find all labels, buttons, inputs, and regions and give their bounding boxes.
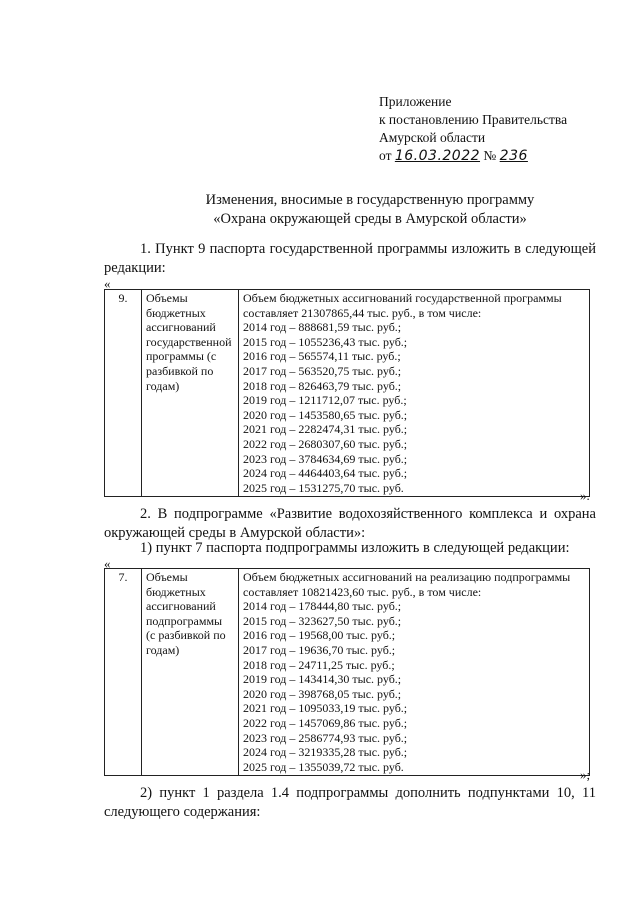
- title-line-2: «Охрана окружающей среды в Амурской области»: [213, 211, 527, 227]
- appendix-date-line: [379, 147, 567, 165]
- close-quote-2: »;: [580, 767, 591, 782]
- value-line: 2019 год – 1211712,07 тыс. руб.;: [243, 393, 407, 408]
- document-title: [120, 191, 620, 229]
- value-line: 2020 год – 1453580,65 тыс. руб.;: [243, 407, 408, 422]
- paragraph-4: [104, 784, 596, 822]
- value-line: 2015 год – 323627,50 тыс. руб.;: [243, 613, 402, 628]
- row-number: 9.: [105, 290, 142, 497]
- row-label: Объемы бюджетных ассигнований государственной программы (с разбивкой по годам): [142, 290, 239, 497]
- value-line: 2018 год – 826463,79 тыс. руб.;: [243, 378, 402, 393]
- handwritten-date: 16.03.2022: [394, 148, 481, 164]
- value-line: 2017 год – 563520,75 тыс. руб.;: [243, 363, 402, 378]
- value-line: 2016 год – 19568,00 тыс. руб.;: [243, 628, 396, 643]
- value-line: 2023 год – 2586774,93 тыс. руб.;: [243, 730, 408, 745]
- value-line: 2022 год – 2680307,60 тыс. руб.;: [243, 436, 408, 451]
- value-line: составляет 10821423,60 тыс. руб., в том числе:: [243, 584, 482, 599]
- value-line: 2014 год – 888681,59 тыс. руб.;: [243, 320, 402, 335]
- value-line: 2021 год – 1095033,19 тыс. руб.;: [243, 701, 408, 716]
- paragraph-2: [104, 505, 596, 543]
- value-line: 2020 год – 398768,05 тыс. руб.;: [243, 686, 402, 701]
- row-label: Объемы бюджетных ассигнований подпрограммы (с разбивкой по годам): [142, 569, 239, 776]
- value-line: 2024 год – 4464403,64 тыс. руб.;: [243, 466, 408, 481]
- value-line: 2023 год – 3784634,69 тыс. руб.;: [243, 451, 408, 466]
- table-row: [105, 569, 590, 776]
- table-row: [105, 290, 590, 497]
- value-line: 2015 год – 1055236,43 тыс. руб.;: [243, 334, 408, 349]
- value-line: 2019 год – 143414,30 тыс. руб.;: [243, 672, 402, 687]
- title-line-1: Изменения, вносимые в государственную программу: [205, 192, 535, 208]
- paragraph-3: [104, 539, 596, 558]
- value-line: Объем бюджетных ассигнований на реализацию подпрограммы: [243, 570, 571, 584]
- row-number: 7.: [105, 569, 142, 776]
- paragraph-1-text: 1. Пункт 9 паспорта государственной программы изложить в следующей редакции:: [104, 241, 596, 276]
- handwritten-number: 236: [499, 148, 528, 164]
- date-prefix: от: [379, 148, 392, 163]
- appendix-region-line: Амурской области: [379, 130, 486, 145]
- appendix-resolution-line: к постановлению Правительства: [379, 112, 568, 127]
- value-line: 2025 год – 1355039,72 тыс. руб.: [243, 759, 404, 774]
- close-quote-1: ».: [580, 488, 590, 503]
- passport-table-2: [104, 568, 590, 776]
- value-line: 2016 год – 565574,11 тыс. руб.;: [243, 349, 401, 364]
- value-line: 2018 год – 24711,25 тыс. руб.;: [243, 657, 395, 672]
- paragraph-2-text: 2. В подпрограмме «Развитие водохозяйственного комплекса и охрана окружающей среды в Амурской области»:: [104, 506, 596, 541]
- open-quote-2: «: [104, 556, 111, 571]
- paragraph-4-text: 2) пункт 1 раздела 1.4 подпрограммы дополнить подпунктами 10, 11 следующего содержания:: [104, 785, 596, 820]
- paragraph-3-text: 1) пункт 7 паспорта подпрограммы изложить в следующей редакции:: [140, 540, 570, 556]
- row-value: [239, 569, 590, 776]
- open-quote-1: «: [104, 276, 111, 291]
- number-prefix: №: [483, 148, 497, 163]
- value-line: 2025 год – 1531275,70 тыс. руб.: [243, 480, 404, 495]
- value-line: 2024 год – 3219335,28 тыс. руб.;: [243, 745, 408, 760]
- appendix-title: Приложение: [379, 94, 452, 109]
- value-line: составляет 21307865,44 тыс. руб., в том числе:: [243, 305, 482, 320]
- value-line: Объем бюджетных ассигнований государственной программы: [243, 291, 562, 305]
- value-line: 2014 год – 178444,80 тыс. руб.;: [243, 599, 402, 614]
- value-line: 2017 год – 19636,70 тыс. руб.;: [243, 642, 396, 657]
- row-value: [239, 290, 590, 497]
- value-line: 2021 год – 2282474,31 тыс. руб.;: [243, 422, 408, 437]
- passport-table-1: [104, 289, 590, 497]
- value-line: 2022 год – 1457069,86 тыс. руб.;: [243, 715, 408, 730]
- paragraph-1: [104, 240, 596, 278]
- appendix-header: [379, 93, 567, 165]
